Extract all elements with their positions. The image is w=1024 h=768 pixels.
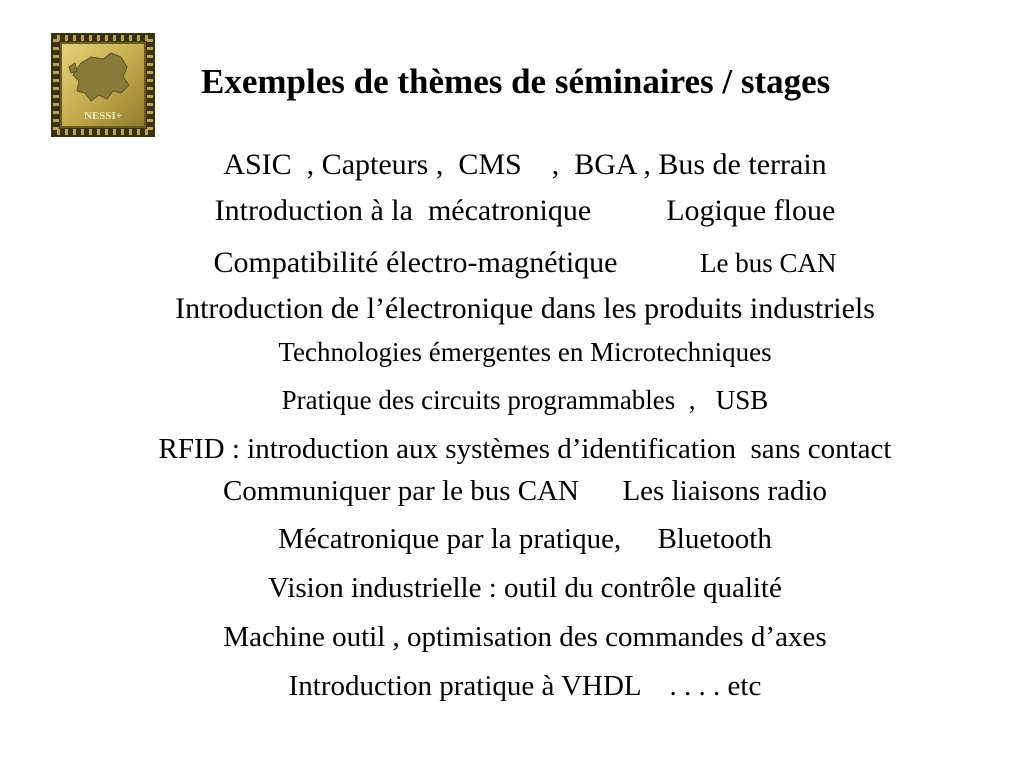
theme-line-compat: [60, 246, 990, 280]
page-title: Exemples de thèmes de séminaires / stages: [201, 62, 831, 101]
nessi-logo: [51, 33, 155, 137]
compat-main: Compatibilité électro-magnétique: [213, 246, 618, 279]
theme-line-4: Technologies émergentes en Microtechniques: [278, 337, 772, 367]
theme-line-1: ASIC , Capteurs , CMS , BGA , Bus de terrain: [223, 148, 827, 181]
theme-line-8: Mécatronique par la pratique, Bluetooth: [278, 523, 772, 555]
theme-line-10: Machine outil , optimisation des commandes d’axes: [223, 621, 827, 653]
theme-line-11: Introduction pratique à VHDL . . . . etc: [288, 670, 762, 702]
nessi-logo-graphic: [51, 33, 155, 137]
theme-line-5: Pratique des circuits programmables , USB: [281, 385, 769, 415]
svg-text:NESSI+: NESSI+: [83, 110, 123, 122]
theme-line-9: Vision industrielle : outil du contrôle qualité: [268, 572, 782, 604]
compat-can: Le bus CAN: [700, 248, 837, 278]
compat-spacer: [618, 246, 701, 279]
theme-line-2: Introduction à la mécatronique Logique floue: [214, 194, 836, 227]
theme-line-3: Introduction de l’électronique dans les produits industriels: [175, 292, 875, 325]
theme-line-7: Communiquer par le bus CAN Les liaisons radio: [222, 475, 828, 507]
theme-line-6: RFID : introduction aux systèmes d’identification sans contact: [158, 433, 892, 465]
